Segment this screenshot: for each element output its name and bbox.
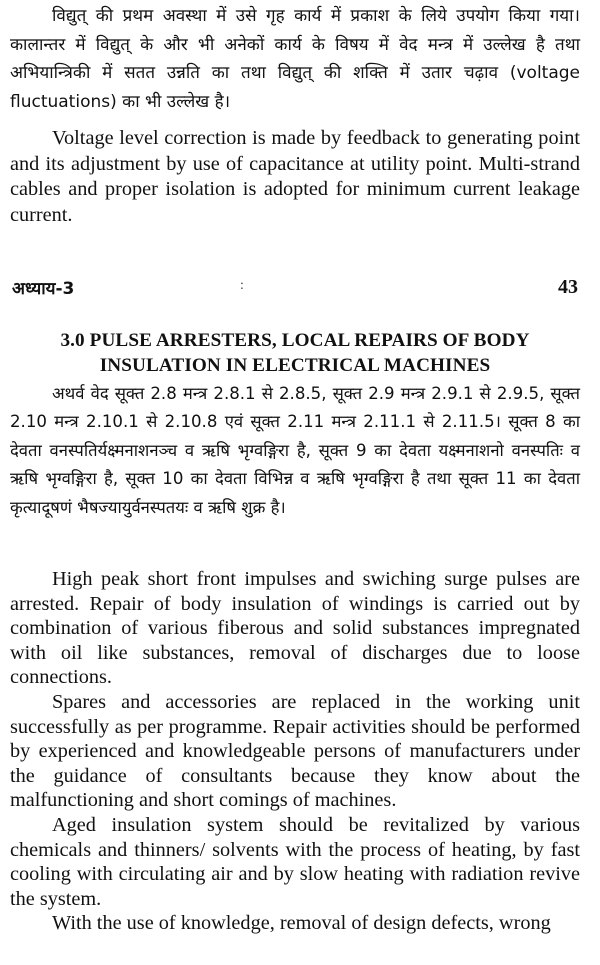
paragraph-text: अथर्व वेद सूक्त 2.8 मन्त्र 2.8.1 से 2.8.5, सूक्त 2.9 मन्त्र 2.9.1 से 2.9.5, सूक्त 2.10 मन्त्र 2.10.1 से 2.10.8 एवं सूक्त 2.11 मन्त्र 2.11.1 से 2.11.5। सूक्त 8 का देवता वनस्पतिर्यक्ष्मनाशनञ्च व ऋषि भृग्वङ्गिरा है, सूक्त 9 का देवता यक्ष्मनाशनो वनस्पतिः व ऋषि भृग्वङ्गिरा है, सूक्त 10 का देवता विभिन्न व ऋषि भृग्वङ्गिरा है तथा सूक्त 11 का देवता कृत्यादूषणं भैषज्यायुर्वनस्पतयः व ऋषि शुक्र है। (10, 384, 580, 517)
paragraph-text: Voltage level correction is made by feedback to generating point and its adjustment by use of capacitance at utility point. Multi-strand cables and proper isolation is adopted for minimum current leakage current. (10, 127, 580, 226)
page-number: 43 (558, 275, 578, 298)
paragraph-knowledge: With the use of knowledge, removal of design defects, wrong (52, 912, 551, 935)
chapter-header (12, 272, 578, 302)
chapter-label: अध्याय-3 (12, 278, 75, 299)
section-heading (10, 328, 580, 378)
section-heading-line-1: 3.0 PULSE ARRESTERS, LOCAL REPAIRS OF BODY (60, 330, 530, 351)
paragraph-text: विद्युत् की प्रथम अवस्था में उसे गृह कार्य में प्रकाश के लिये उपयोग किया गया। कालान्तर में विद्युत् के और भी अनेकों कार्य के विषय में वेद मन्त्र में उल्लेख है तथा अभियान्त्रिकी में सतत उन्नति का तथा विद्युत् की शक्ति में उतार चढ़ाव (voltage fluctuations) का भी उल्लेख है। (10, 6, 580, 112)
paragraph-pulse-arresters: High peak short front impulses and swiching surge pulses are arrested. Repair of body insulation of windings is carried out by combination of various fiberous and solid substances impregnated with oil like substances, removal of discharges due to loose connections. (10, 568, 580, 689)
english-paragraph-voltage-correction (10, 126, 580, 228)
english-body-text (10, 567, 580, 936)
paragraph-aged-insulation: Aged insulation system should be revitalized by various chemicals and thinners/ solvents with the process of heating, by fast cooling with circulating air and by slow heating with radiation revive the system. (10, 813, 580, 910)
section-heading-line-2: INSULATION IN ELECTRICAL MACHINES (99, 355, 491, 376)
hindi-paragraph-atharva-veda (10, 380, 580, 522)
hindi-paragraph-voltage (10, 2, 580, 116)
paragraph-spares: Spares and accessories are replaced in the working unit successfully as per programme. Repair activities should be performed by experienced and knowledgeable persons of manufacturers under the guidance of consultants because they know about the malfunctioning and short comings of machines. (10, 690, 580, 812)
chapter-mark: : (240, 278, 244, 293)
